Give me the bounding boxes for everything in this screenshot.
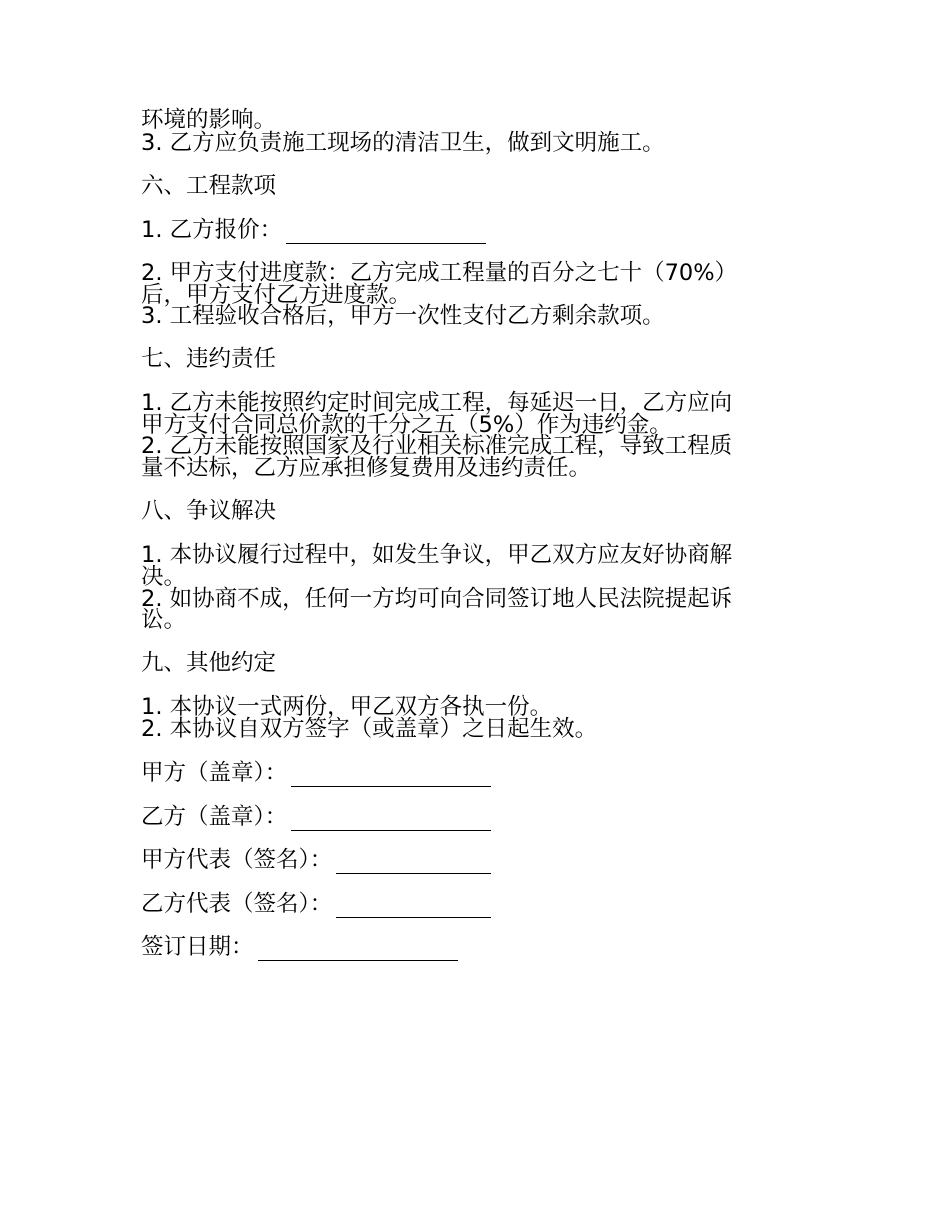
party-b-rep-field bbox=[141, 890, 801, 918]
body-line: 环境的影响。 bbox=[141, 107, 277, 133]
body-line: 量不达标，乙方应承担修复费用及违约责任。 bbox=[141, 455, 592, 481]
section-heading: 八、争议解决 bbox=[141, 498, 277, 524]
body-line: 1. 乙方未能按照约定时间完成工程，每延迟一日，乙方应向 bbox=[141, 390, 733, 416]
party-a-rep-field bbox=[141, 846, 801, 874]
party-b-rep-blank[interactable] bbox=[336, 899, 491, 918]
body-line: 1. 本协议一式两份，甲乙双方各执一份。 bbox=[141, 694, 553, 720]
party-b-seal-field bbox=[141, 803, 801, 831]
body-line: 2. 如协商不成，任何一方均可向合同签订地人民法院提起诉 bbox=[141, 586, 733, 612]
quote-blank[interactable] bbox=[286, 225, 486, 244]
field-label: 甲方代表（签名）： bbox=[141, 847, 333, 873]
body-line: 2. 本协议自双方签字（或盖章）之日起生效。 bbox=[141, 716, 598, 742]
body-line: 甲方支付合同总价款的千分之五（5%）作为违约金。 bbox=[141, 412, 672, 438]
body-line: 后，甲方支付乙方进度款。 bbox=[141, 282, 412, 308]
party-b-seal-blank[interactable] bbox=[291, 812, 491, 831]
field-label: 1. 乙方报价： bbox=[141, 217, 283, 243]
body-line: 3. 乙方应负责施工现场的清洁卫生，做到文明施工。 bbox=[141, 130, 665, 156]
body-line: 2. 甲方支付进度款：乙方完成工程量的百分之七十（70%） bbox=[141, 260, 738, 286]
sign-date-blank[interactable] bbox=[258, 942, 458, 961]
field-label: 乙方（盖章）： bbox=[141, 804, 288, 830]
body-line: 2. 乙方未能按照国家及行业相关标准完成工程，导致工程质 bbox=[141, 433, 733, 459]
body-line: 1. 本协议履行过程中，如发生争议，甲乙双方应友好协商解 bbox=[141, 542, 733, 568]
field-label: 乙方代表（签名）： bbox=[141, 891, 333, 917]
quote-field bbox=[141, 216, 801, 244]
party-a-seal-blank[interactable] bbox=[291, 768, 491, 787]
party-a-rep-blank[interactable] bbox=[336, 855, 491, 874]
body-line: 讼。 bbox=[141, 607, 187, 633]
field-label: 甲方（盖章）： bbox=[141, 760, 288, 786]
field-label: 签订日期： bbox=[141, 934, 254, 960]
section-heading: 九、其他约定 bbox=[141, 650, 277, 676]
body-line: 决。 bbox=[141, 564, 187, 590]
body-line: 3. 工程验收合格后，甲方一次性支付乙方剩余款项。 bbox=[141, 303, 665, 329]
party-a-seal-field bbox=[141, 759, 801, 787]
sign-date-field bbox=[141, 933, 801, 961]
section-heading: 六、工程款项 bbox=[141, 173, 277, 199]
section-heading: 七、违约责任 bbox=[141, 346, 277, 372]
